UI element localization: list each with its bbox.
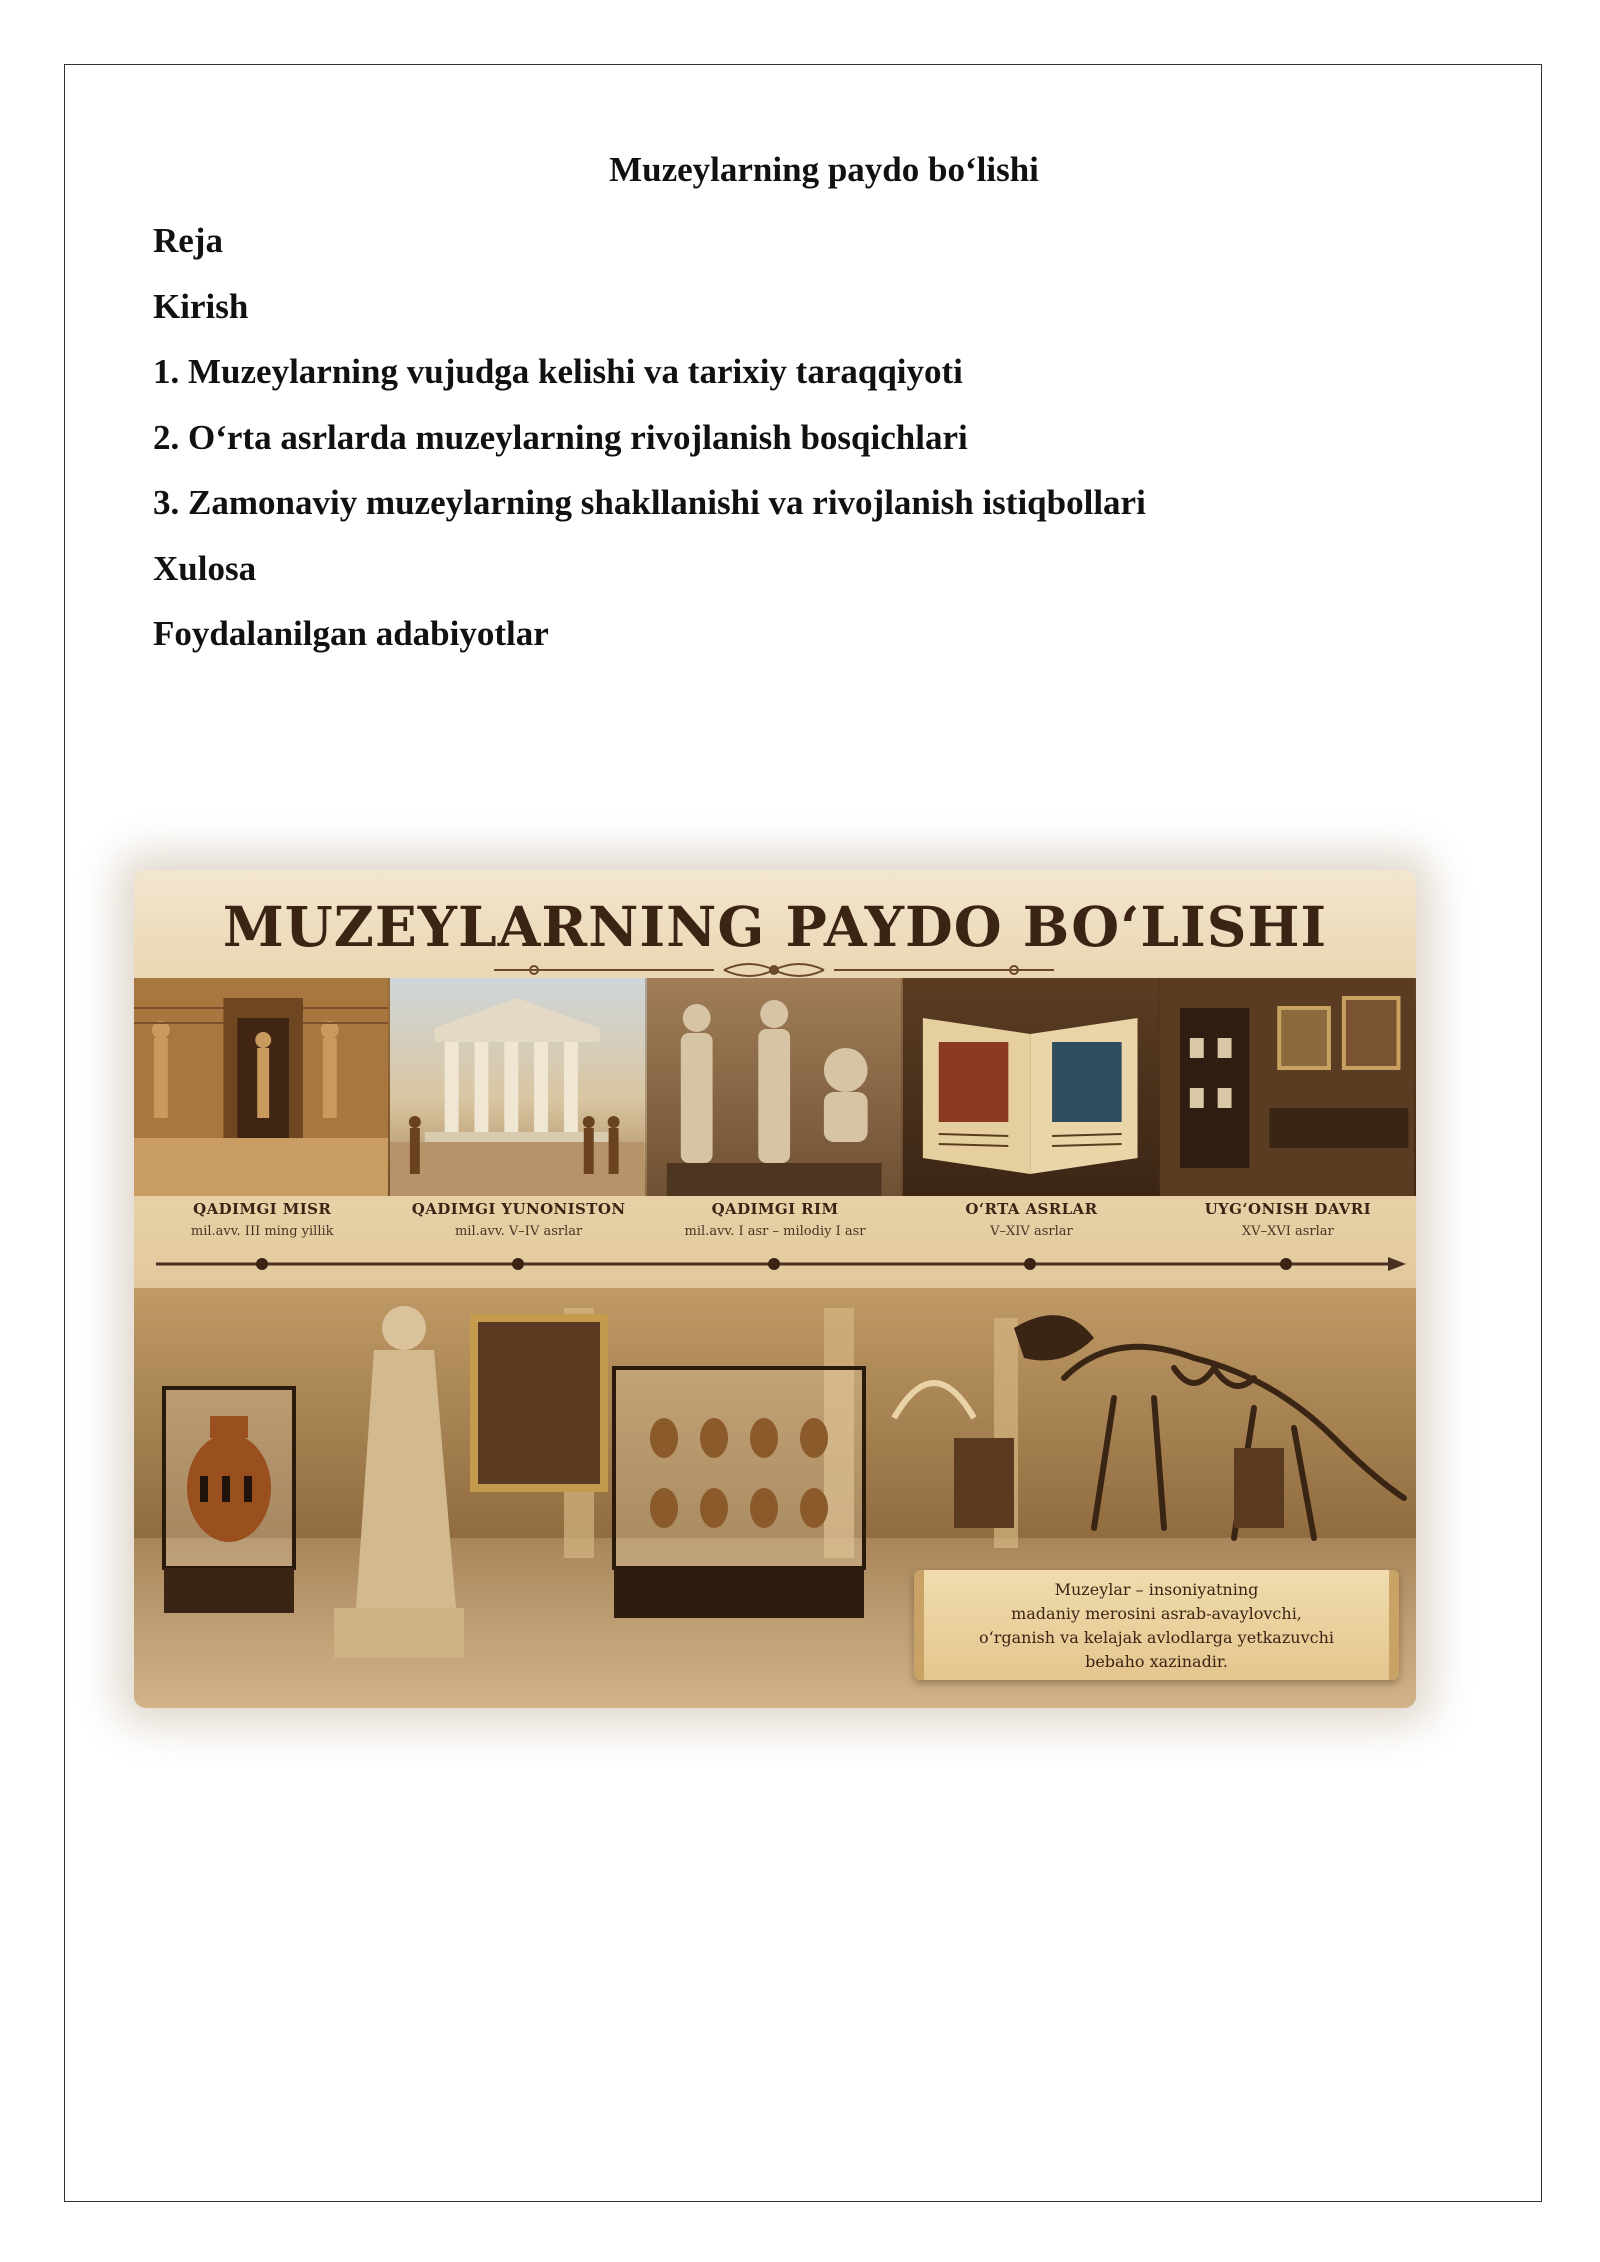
museum-history-illustration bbox=[134, 870, 1416, 1708]
era-name: QADIMGI MISR bbox=[193, 1200, 332, 1218]
outline-item-xulosa: Xulosa bbox=[153, 548, 257, 588]
document-title: Muzeylarning paydo bo‘lishi bbox=[609, 150, 1039, 189]
era-labels bbox=[134, 1200, 1416, 1239]
era-name: O‘RTA ASRLAR bbox=[965, 1200, 1098, 1218]
era-label-rome bbox=[647, 1200, 903, 1239]
caption-scroll bbox=[914, 1570, 1399, 1680]
outline-item-1: 1. Muzeylarning vujudga kelishi va tarixiy taraqqiyoti bbox=[153, 352, 963, 391]
era-name: UYG‘ONISH DAVRI bbox=[1204, 1200, 1372, 1218]
timeline-arrow bbox=[156, 1254, 1406, 1274]
egypt-scene-image bbox=[134, 978, 390, 1196]
outline-item-adabiyotlar: Foydalanilgan adabiyotlar bbox=[153, 614, 549, 653]
rome-scene-image bbox=[647, 978, 903, 1196]
era-name: QADIMGI RIM bbox=[711, 1200, 839, 1218]
era-date: XV–XVI asrlar bbox=[1241, 1224, 1334, 1239]
era-image-strip bbox=[134, 978, 1416, 1196]
era-label-renaissance bbox=[1160, 1200, 1416, 1239]
outline-item-3: 3. Zamonaviy muzeylarning shakllanishi va rivojlanish istiqbollari bbox=[153, 483, 1146, 522]
greece-scene-image bbox=[390, 978, 646, 1196]
plan-outline bbox=[153, 216, 1146, 675]
caption-line: o‘rganish va kelajak avlodlarga yetkazuvchi bbox=[978, 1628, 1334, 1647]
outline-item-kirish: Kirish bbox=[153, 286, 249, 326]
ornament-divider bbox=[494, 960, 1054, 980]
era-date: mil.avv. I asr – milodiy I asr bbox=[684, 1224, 866, 1239]
era-label-egypt bbox=[134, 1200, 390, 1239]
era-date: mil.avv. V–IV asrlar bbox=[454, 1224, 583, 1239]
medieval-book-image bbox=[903, 978, 1159, 1196]
era-date: mil.avv. III ming yillik bbox=[190, 1224, 334, 1239]
illustration-banner-title: MUZEYLARNING PAYDO BO‘LISHI bbox=[222, 894, 1328, 959]
era-label-greece bbox=[390, 1200, 646, 1239]
era-label-middle-ages bbox=[903, 1200, 1159, 1239]
era-date: V–XIV asrlar bbox=[990, 1224, 1073, 1239]
caption-line: Muzeylar – insoniyatning bbox=[1054, 1580, 1259, 1599]
outline-heading-reja: Reja bbox=[153, 221, 223, 260]
era-name: QADIMGI YUNONISTON bbox=[411, 1200, 626, 1218]
caption-line: madaniy merosini asrab-avaylovchi, bbox=[1011, 1604, 1302, 1623]
caption-line: bebaho xazinadir. bbox=[1085, 1652, 1228, 1671]
outline-item-2: 2. O‘rta asrlarda muzeylarning rivojlanish bosqichlari bbox=[153, 417, 968, 457]
renaissance-room-image bbox=[1160, 978, 1416, 1196]
